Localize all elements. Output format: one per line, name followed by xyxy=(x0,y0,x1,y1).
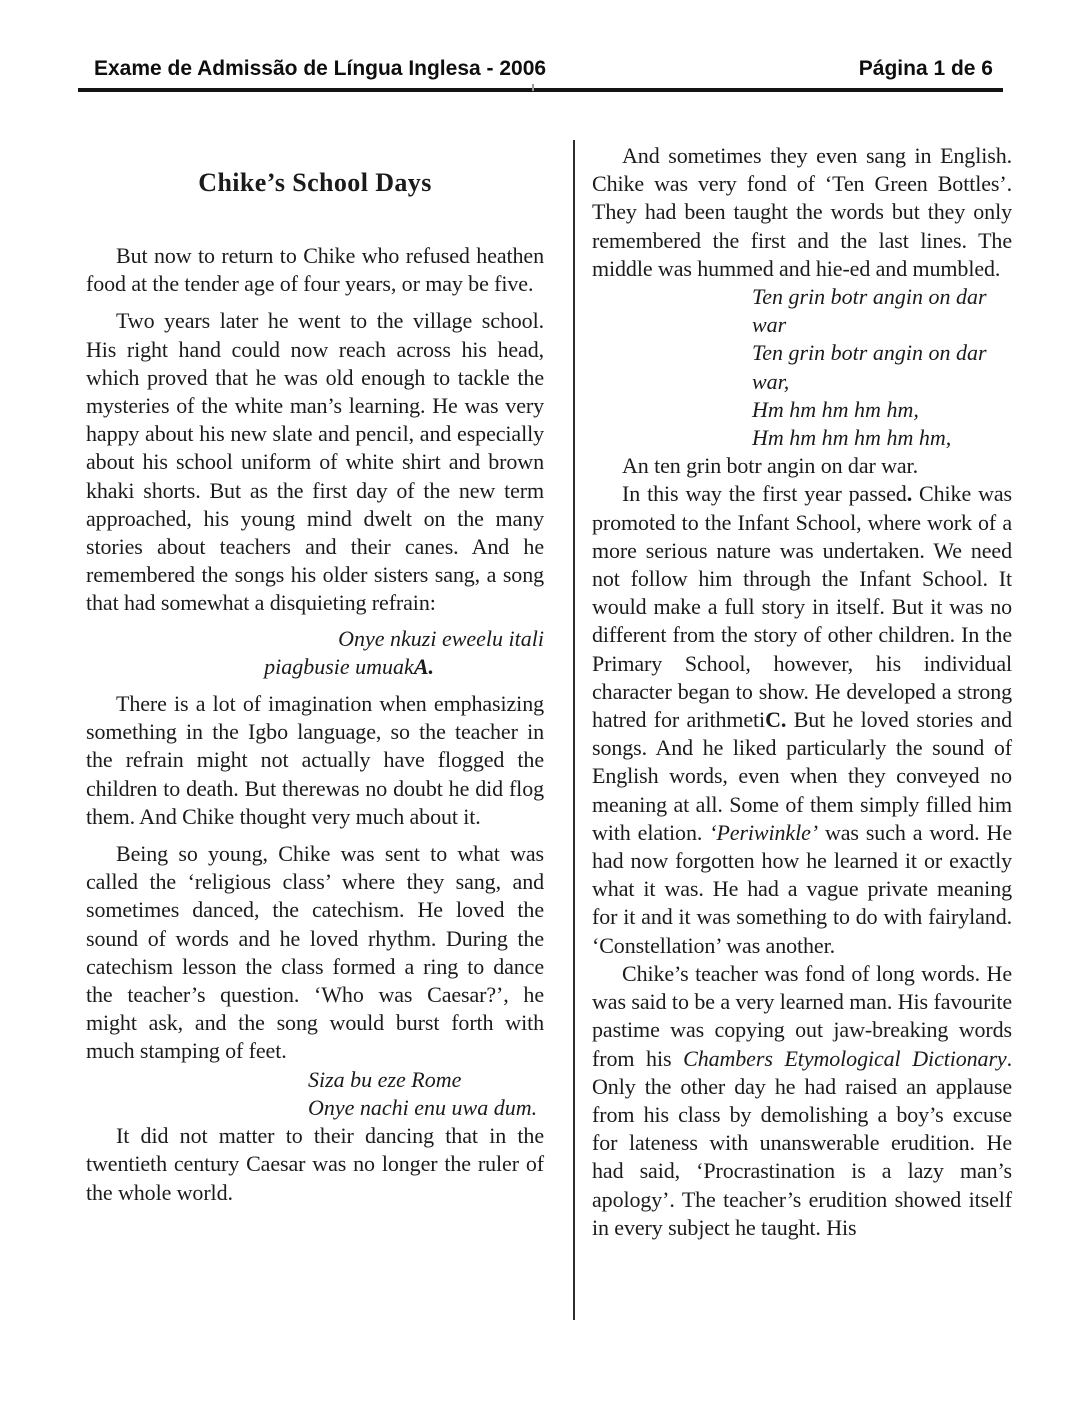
header-page-number: Página 1 de 6 xyxy=(858,57,993,80)
column-divider xyxy=(573,140,575,1320)
refrain-caesar-line-2: Onye nachi enu uwa dum. xyxy=(308,1094,538,1120)
header-rule-center-mark xyxy=(532,84,534,91)
header-rule xyxy=(78,88,1003,92)
refrain-igbo-line-2: piagbusie umuakA. xyxy=(264,653,434,679)
song-line-1: Ten grin botr angin on dar war xyxy=(752,284,987,338)
refrain-caesar-line-1: Siza bu eze Rome xyxy=(308,1066,462,1092)
song-line-4: Hm hm hm hm hm hm, xyxy=(752,425,952,451)
song-line-2: Ten grin botr angin on dar war, xyxy=(752,340,987,394)
paragraph-school: Two years later he went to the village school. His right hand could now reach across his head, which proved that he was old enough to tackle the mysteries of the white man’s learning. He was very happy about his new slate and pencil, and especially about his school uniform of white shirt and brown khaki shorts. But as the first day of the new term approached, his young mind dwelt on the many stories about teachers and their canes. And he remembered the songs his older sisters sang, a song that had somewhat a disquieting refrain: xyxy=(86,308,544,616)
header-exam-title: Exame de Admissão de Língua Inglesa - 2006 xyxy=(94,57,547,80)
paragraph-english-songs: And sometimes they even sang in English. Chike was very fond of ‘Ten Green Bottles’. They had been taught the words but they only remembered the first and the last lines. The middle was hummed and hie-ed and mumbled. xyxy=(592,143,1012,281)
paragraph-religious-class: Being so young, Chike was sent to what was called the ‘religious class’ where they sang, and sometimes danced, the catechism. He loved the sound of words and he loved rhythm. During the catechism lesson the class formed a ring to dance the teacher’s question. ‘Who was Caesar?’, he might ask, and the song would burst forth with much stamping of feet. xyxy=(86,841,544,1064)
refrain-igbo xyxy=(86,625,544,681)
paragraph-teacher: Chike’s teacher was fond of long words. He was said to be a very learned man. His favourite pastime was copying out jaw-breaking words from his Chambers Etymological Dictionary. Only the other day he had raised an applause from his class by demolishing a boy’s excuse for lateness with unanswerable erudition. He had said, ‘Procrastination is a lazy man’s apology’. The teacher’s erudition showed itself in every subject he taught. His xyxy=(592,960,1012,1240)
story-title: Chike’s School Days xyxy=(198,168,432,197)
refrain-igbo-line-1: Onye nkuzi eweelu itali xyxy=(338,625,544,651)
song-line-3: Hm hm hm hm hm, xyxy=(752,396,919,422)
song-last-line: An ten grin botr angin on dar war. xyxy=(622,453,918,479)
paragraph-first-year: In this way the first year passed. Chike was promoted to the Infant School, where work of a more serious nature was undertaken. We need not follow him through the Infant School. It would make a full story in itself. But it was no different from the story of other children. In the Primary School, however, his individual character began to show. He developed a strong hatred for arithmetiC. But he loved stories and songs. And he liked particularly the sound of English words, even when they conveyed no meaning at all. Some of them simply filled him with elation. ‘Periwinkle’ was such a word. He had now forgotten how he learned it or exactly what it was. He had a vague private meaning for it and it was something to do with fairyland. ‘Constellation’ was another. xyxy=(592,481,1012,958)
song-ten-green-bottles xyxy=(592,283,1012,452)
paragraph-intro: But now to return to Chike who refused heathen food at the tender age of four years, or may be five. xyxy=(86,243,544,297)
left-column xyxy=(86,140,544,1207)
paragraph-caesar-dancing: It did not matter to their dancing that in the twentieth century Caesar was no longer the ruler of the whole world. xyxy=(86,1123,544,1205)
paragraph-imagination: There is a lot of imagination when emphasizing something in the Igbo language, so the teacher in the refrain might not actually have flogged the children to death. But therewas no doubt he did flog them. And Chike thought very much about it. xyxy=(86,691,544,829)
refrain-caesar-song xyxy=(86,1066,544,1122)
right-column xyxy=(592,142,1012,1242)
